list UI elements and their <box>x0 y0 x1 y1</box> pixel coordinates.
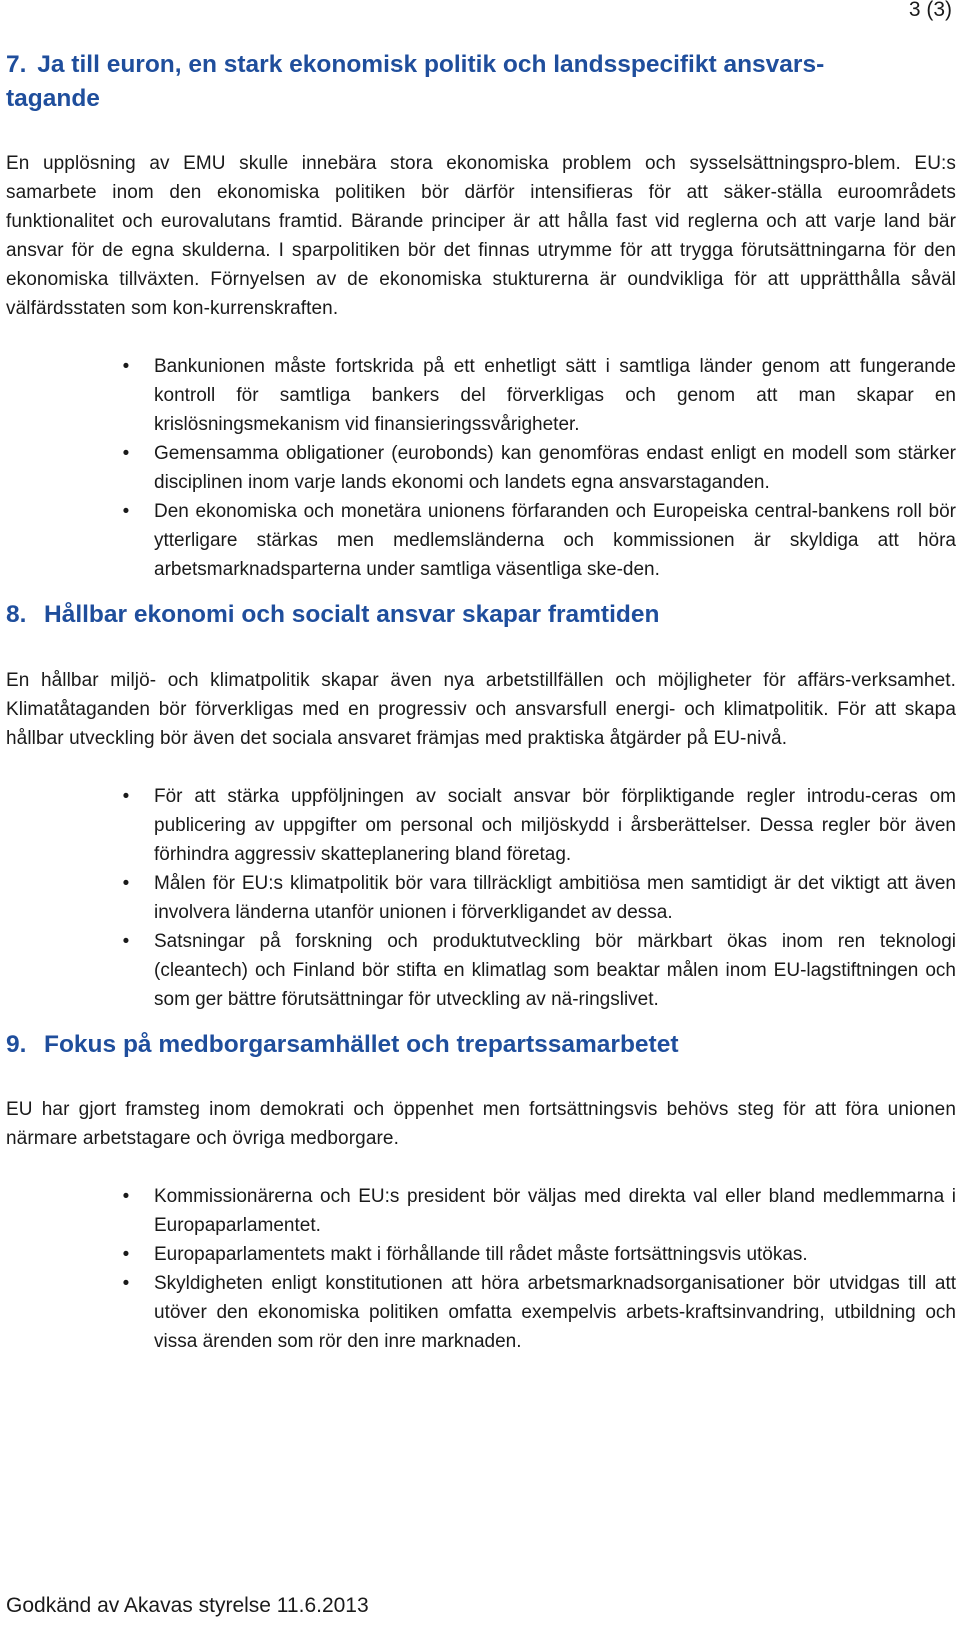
bullet-icon: • <box>122 1186 130 1207</box>
footer-approval-note: Godkänd av Akavas styrelse 11.6.2013 <box>6 1594 369 1617</box>
list-item <box>6 1240 956 1269</box>
section-heading <box>6 1028 956 1062</box>
list-item <box>6 1182 956 1240</box>
bullet-icon: • <box>122 873 130 894</box>
bullet-list <box>6 1182 956 1356</box>
list-item <box>6 497 956 584</box>
bullet-icon: • <box>122 786 130 807</box>
list-item <box>6 927 956 1014</box>
bullet-list <box>6 352 956 584</box>
list-item-text: Satsningar på forskning och produktutveckling bör märkbart ökas inom ren teknologi (cleantech) och Finland bör stifta en klimatlag som beaktar målen inom EU-lagstiftningen och som ger bättre förutsättningar för utveckling av nä-ringslivet. <box>154 931 956 1010</box>
section-title-line-1: Ja till euron, en stark ekonomisk politik och landsspecifikt ansvars- <box>37 51 825 78</box>
section-number: 9. <box>6 1031 27 1058</box>
document-body <box>6 48 956 1356</box>
list-item <box>6 869 956 927</box>
list-item <box>6 439 956 497</box>
list-item <box>6 1269 956 1356</box>
bullet-icon: • <box>122 1244 130 1265</box>
section-paragraph: EU har gjort framsteg inom demokrati och öppenhet men fortsättningsvis behövs steg för att föra unionen närmare arbetstagare och övriga medborgare. <box>6 1099 956 1149</box>
list-item <box>6 782 956 869</box>
section-title: Hållbar ekonomi och socialt ansvar skapar framtiden <box>44 601 660 628</box>
bullet-icon: • <box>122 356 130 377</box>
section-paragraph: En upplösning av EMU skulle innebära stora ekonomiska problem och sysselsättningspro-blem. EU:s samarbete inom den ekonomiska politiken bör därför intensifieras för att säker-ställa euroområdets funktionalitet och eurovalutans framtid. Bärande principer är att hålla fast vid reglerna och att varje land bär ansvar för de egna skulderna. I sparpolitiken bör det finnas utrymme för att trygga förutsättningarna för den ekonomiska tillväxten. Förnyelsen av de ekonomiska stukturerna är oundvikliga för att upprätthålla såväl välfärdsstaten som kon-kurrenskraften. <box>6 153 956 319</box>
section-title-line-2: tagande <box>6 85 100 112</box>
list-item-text: Bankunionen måste fortskrida på ett enhetligt sätt i samtliga länder genom att fungerande kontroll för samtliga bankers del förverkligas och genom att man skapar en krislösningsmekanism vid finansieringssvårigheter. <box>154 356 956 435</box>
bullet-icon: • <box>122 931 130 952</box>
list-item-text: Den ekonomiska och monetära unionens förfaranden och Europeiska central-bankens roll bör ytterligare stärkas men medlemsländerna och kommissionen är skyldiga att höra arbetsmarknadsparterna under samtliga väsentliga ske-den. <box>154 501 956 580</box>
bullet-list <box>6 782 956 1014</box>
list-item-text: Kommissionärerna och EU:s president bör väljas med direkta val eller bland medlemmarna i Europaparlamentet. <box>154 1186 956 1236</box>
bullet-icon: • <box>122 501 130 522</box>
section-8 <box>6 598 956 1014</box>
list-item-text: Målen för EU:s klimatpolitik bör vara tillräckligt ambitiösa men samtidigt är det viktigt att även involvera länderna utanför unionen i förverkligandet av dessa. <box>154 873 956 923</box>
section-heading <box>6 598 956 632</box>
list-item-text: För att stärka uppföljningen av socialt ansvar bör förpliktigande regler introdu-ceras om publicering av uppgifter om personal och miljöskydd i årsberättelser. Dessa regler bör även förhindra aggressiv skatteplanering bland företag. <box>154 786 956 865</box>
list-item-text: Skyldigheten enligt konstitutionen att höra arbetsmarknadsorganisationer bör utvidgas till att utöver den ekonomiska politiken omfatta exempelvis arbets-kraftsinvandring, utbildning och vissa ärenden som rör den inre marknaden. <box>154 1273 956 1352</box>
page-number: 3 (3) <box>908 0 952 21</box>
list-item-text: Europaparlamentets makt i förhållande till rådet måste fortsättningsvis utökas. <box>154 1244 808 1265</box>
section-heading <box>6 48 956 116</box>
section-title: Fokus på medborgarsamhället och trepartssamarbetet <box>44 1031 679 1058</box>
section-number: 7. <box>6 51 27 78</box>
list-item-text: Gemensamma obligationer (eurobonds) kan genomföras endast enligt en modell som stärker disciplinen inom varje lands ekonomi och landets egna ansvarstaganden. <box>154 443 956 493</box>
section-9 <box>6 1028 956 1356</box>
list-item <box>6 352 956 439</box>
section-7 <box>6 48 956 584</box>
section-paragraph: En hållbar miljö- och klimatpolitik skapar även nya arbetstillfällen och möjligheter för affärs-verksamhet. Klimatåtaganden bör förverkligas med en progressiv och ansvarsfull energi- och klimatpolitik. För att skapa hållbar utveckling bör även det sociala ansvaret främjas med praktiska åtgärder på EU-nivå. <box>6 670 956 749</box>
bullet-icon: • <box>122 1273 130 1294</box>
section-number: 8. <box>6 601 27 628</box>
bullet-icon: • <box>122 443 130 464</box>
